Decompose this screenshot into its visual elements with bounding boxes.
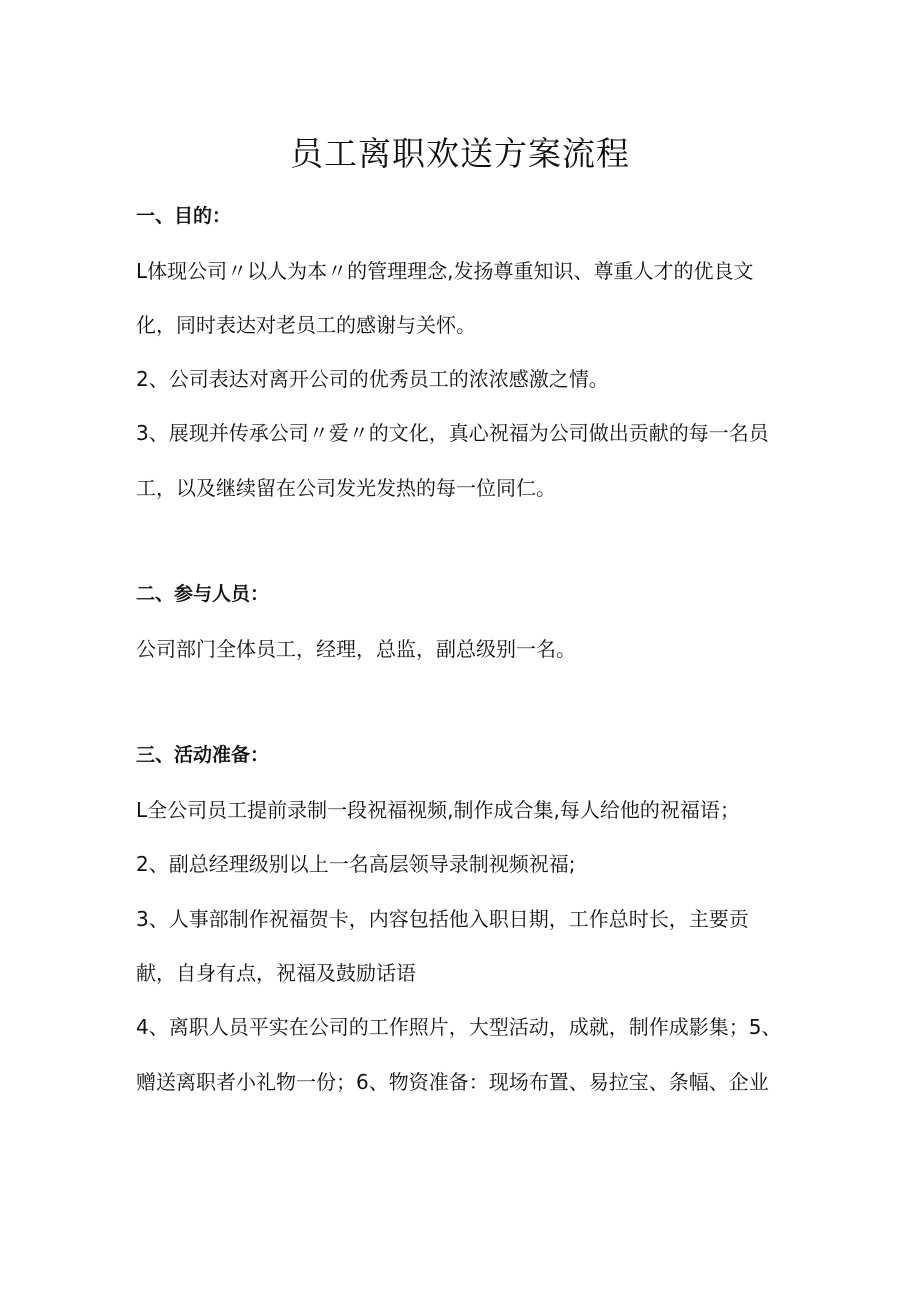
section-heading-participants: 二、参与人员：: [136, 583, 270, 605]
purpose-line-4: 3、展现并传承公司〃爱〃的文化，真心祝福为公司做出贡献的每一名员: [136, 421, 769, 445]
preparation-line-5: 4、离职人员平实在公司的工作照片，大型活动，成就，制作成影集；5、: [136, 1015, 782, 1039]
preparation-line-3: 3、人事部制作祝福贺卡，内容包括他入职日期，工作总时长，主要贡: [136, 907, 749, 931]
purpose-line-3: 2、公司表达对离开公司的优秀员工的浓浓感激之情。: [136, 367, 609, 391]
section-heading-purpose: 一、目的：: [136, 205, 232, 227]
preparation-line-1: L全公司员工提前录制一段祝福视频,制作成合集,每人给他的祝福语；: [136, 798, 740, 822]
section-heading-preparation: 三、活动准备：: [136, 744, 270, 766]
purpose-line-1: L体现公司〃以人为本〃的管理理念,发扬尊重知识、尊重人才的优良文: [136, 259, 754, 283]
purpose-line-5: 工，以及继续留在公司发光发热的每一位同仁。: [136, 476, 556, 500]
preparation-line-4: 献，自身有点，祝福及鼓励话语: [136, 961, 416, 985]
preparation-line-2: 2、副总经理级别以上一名高层领导录制视频祝福;: [136, 852, 576, 876]
participants-line-1: 公司部门全体员工，经理，总监，副总级别一名。: [136, 637, 576, 661]
document-title: 员工离职欢送方案流程: [290, 134, 630, 173]
preparation-line-6: 赠送离职者小礼物一份；6、物资准备：现场布置、易拉宝、条幅、企业: [136, 1070, 769, 1094]
purpose-line-2: 化，同时表达对老员工的感谢与关怀。: [136, 313, 476, 337]
